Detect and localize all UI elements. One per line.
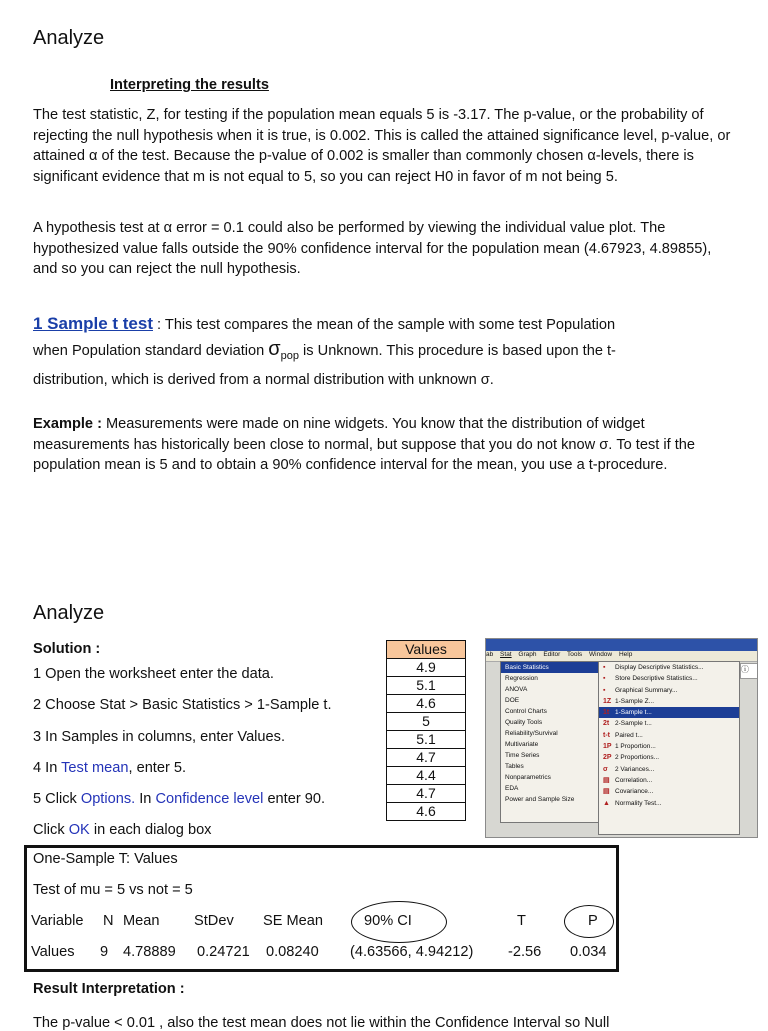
submenu-label: Store Descriptive Statistics...	[615, 675, 698, 683]
minitab-menu-screenshot	[485, 638, 758, 838]
value-cell: 5.1	[387, 677, 466, 695]
ttest-text-b2: is Unknown. This procedure is based upon the t-	[299, 343, 616, 359]
menu-item[interactable]: Help	[618, 651, 633, 658]
stat-item[interactable]: Time Series	[505, 752, 540, 759]
header-mean: Mean	[123, 913, 160, 929]
cell-variable: Values	[31, 944, 75, 960]
submenu-item-1-sample-t[interactable]	[599, 707, 739, 718]
step-6-text: Click	[33, 822, 69, 838]
stat-item[interactable]: Power and Sample Size	[505, 796, 575, 803]
display-stats-icon: ▪	[603, 664, 606, 671]
value-cell: 4.7	[387, 785, 466, 803]
step-6-text-end: in each dialog box	[89, 822, 212, 838]
menu-item[interactable]: ab	[486, 651, 494, 658]
basic-statistics-submenu	[598, 661, 740, 835]
step-6	[33, 822, 211, 838]
cell-se-mean: 0.08240	[266, 944, 319, 960]
sigma-symbol: σ	[268, 338, 281, 360]
value-cell: 5.1	[387, 731, 466, 749]
ci-highlight-ellipse	[351, 901, 447, 943]
title-bar	[486, 639, 757, 651]
result-label: Result Interpretation :	[33, 981, 185, 997]
info-icon: ⓘ	[740, 663, 758, 679]
value-cell: 4.4	[387, 767, 466, 785]
subheading: Interpreting the results	[110, 77, 269, 93]
header-p: P	[588, 913, 598, 929]
submenu-item[interactable]	[599, 786, 739, 797]
step-3: 3 In Samples in columns, enter Values.	[33, 729, 286, 745]
submenu-label: 1-Sample t...	[615, 709, 652, 717]
menu-item[interactable]: Editor	[543, 651, 561, 658]
step-5-text-mid: In	[135, 791, 156, 807]
stat-item-basic-statistics[interactable]: Basic Statistics	[501, 662, 607, 673]
header-se-mean: SE Mean	[263, 913, 324, 929]
two-sample-t-icon: 2t	[603, 720, 610, 728]
cell-t: -2.56	[508, 944, 542, 960]
one-proportion-icon: 1P	[603, 743, 612, 751]
value-cell: 5	[387, 713, 466, 731]
cell-ci: (4.63566, 4.94212)	[350, 944, 474, 960]
paired-t-icon: t-t	[603, 731, 610, 739]
value-cell: 4.7	[387, 749, 466, 767]
cell-n: 9	[100, 944, 109, 960]
stat-item[interactable]: Control Charts	[505, 708, 547, 715]
solution-label: Solution :	[33, 641, 101, 657]
step-2: 2 Choose Stat > Basic Statistics > 1-Sample t.	[33, 697, 332, 713]
step-4-text-end: , enter 5.	[128, 760, 187, 776]
step-4	[33, 760, 186, 776]
step-1: 1 Open the worksheet enter the data.	[33, 666, 274, 682]
values-table	[386, 640, 466, 821]
submenu-label: Correlation...	[615, 776, 653, 784]
submenu-item[interactable]	[599, 718, 739, 729]
header-variable: Variable	[31, 913, 84, 929]
sigma-subscript: pop	[280, 349, 299, 362]
stat-item[interactable]: Nonparametrics	[505, 774, 551, 781]
submenu-item[interactable]	[599, 775, 739, 786]
output-title: One-Sample T: Values	[33, 851, 178, 867]
submenu-item[interactable]	[599, 696, 739, 707]
stat-dropdown	[500, 661, 608, 823]
step-5	[33, 791, 325, 807]
store-stats-icon: ▪	[603, 675, 606, 683]
options-label: Options.	[80, 791, 136, 807]
submenu-item[interactable]	[599, 798, 739, 809]
header-t: T	[517, 913, 526, 929]
example-label: Example :	[33, 416, 102, 432]
covariance-icon: ▤	[603, 788, 610, 796]
normality-test-icon: ▲	[603, 799, 610, 807]
output-test-line: Test of mu = 5 vs not = 5	[33, 882, 193, 898]
output-box	[24, 845, 619, 972]
header-n: N	[103, 913, 114, 929]
step-5-text-end: enter 90.	[263, 791, 326, 807]
stat-item[interactable]: Quality Tools	[505, 719, 543, 726]
one-sample-z-icon: 1Z	[603, 697, 612, 705]
graphical-summary-icon: ▪	[603, 686, 606, 694]
ttest-text-a: : This test compares the mean of the sample with some test Population	[153, 317, 616, 333]
submenu-label: Normality Test...	[615, 799, 662, 807]
confidence-level-label: Confidence level	[155, 791, 264, 807]
example-paragraph	[33, 414, 738, 476]
interpretation-paragraph: The test statistic, Z, for testing if the population mean equals 5 is -3.17. The p-value, or the probability of rejecting the null hypothesis when it is true, is 0.002. This is called the attained significance level, p-value, or attained α of the test. Because the p-value of 0.002 is smaller than commonly chosen α-levels, there is significant evidence that m is not equal to 5, so you can reject H0 in favor of m not being 5.	[33, 107, 731, 185]
two-proportions-icon: 2P	[603, 754, 612, 762]
stat-item[interactable]: Tables	[505, 763, 524, 770]
submenu-label: Graphical Summary...	[615, 686, 678, 694]
variances-icon: σ	[603, 765, 608, 773]
ttest-text-b1: when Population standard deviation	[33, 343, 269, 359]
menu-item[interactable]: Window	[589, 651, 613, 658]
value-cell: 4.6	[387, 803, 466, 821]
example-text: Measurements were made on nine widgets. You know that the distribution of widget measurements has historically been close to normal, but suppose that you do not know σ. To test if the population mean is 5 and to obtain a 90% confidence interval for the mean, you use a t-procedure.	[33, 416, 696, 474]
submenu-label: 1 Proportion...	[615, 743, 656, 751]
ttest-description	[33, 312, 738, 392]
stat-item[interactable]: Regression	[505, 675, 538, 682]
submenu-item[interactable]	[599, 685, 739, 696]
step-5-text: 5 Click	[33, 791, 81, 807]
menu-item[interactable]: Tools	[567, 651, 583, 658]
p-highlight-ellipse	[564, 905, 614, 938]
menu-item[interactable]: Graph	[518, 651, 537, 658]
submenu-label: Covariance...	[615, 788, 654, 796]
stat-item[interactable]: ANOVA	[505, 686, 528, 693]
submenu-label: 2 Variances...	[615, 765, 655, 773]
submenu-label: Paired t...	[615, 731, 643, 739]
step-4-text: 4 In	[33, 760, 62, 776]
submenu-item[interactable]	[599, 662, 739, 673]
header-stdev: StDev	[194, 913, 234, 929]
submenu-item[interactable]	[599, 673, 739, 684]
submenu-item[interactable]	[599, 730, 739, 741]
ttest-link[interactable]: 1 Sample t test	[33, 314, 153, 333]
cell-p: 0.034	[570, 944, 607, 960]
section-title: Analyze	[33, 27, 105, 49]
one-sample-t-icon: 1t	[603, 709, 610, 717]
submenu-item[interactable]	[599, 752, 739, 763]
hypothesis-paragraph: A hypothesis test at α error = 0.1 could also be performed by viewing the individual value plot. The hypothesized value falls outside the 90% confidence interval for the population mean (4.67923, 4.89855), and so you can reject the null hypothesis.	[33, 220, 712, 278]
correlation-icon: ▤	[603, 776, 610, 784]
header-ci: 90% CI	[364, 913, 412, 929]
submenu-label: 2-Sample t...	[615, 720, 652, 728]
submenu-label: 2 Proportions...	[615, 754, 660, 762]
section-title-2: Analyze	[33, 602, 105, 624]
ok-label: OK	[68, 822, 90, 838]
stat-item[interactable]: Multivariate	[505, 741, 539, 748]
menu-item-stat[interactable]: Stat	[500, 651, 512, 658]
stat-item[interactable]: DOE	[505, 697, 520, 704]
submenu-item[interactable]	[599, 764, 739, 775]
cell-mean: 4.78889	[123, 944, 176, 960]
stat-item[interactable]: Reliability/Survival	[505, 730, 558, 737]
value-cell: 4.9	[387, 659, 466, 677]
test-mean-label: Test mean	[61, 760, 129, 776]
values-header: Values	[387, 641, 466, 659]
submenu-label: Display Descriptive Statistics...	[615, 664, 704, 671]
value-cell: 4.6	[387, 695, 466, 713]
stat-item[interactable]: EDA	[505, 785, 519, 792]
cell-stdev: 0.24721	[197, 944, 250, 960]
ttest-text-c: distribution, which is derived from a normal distribution with unknown σ.	[33, 371, 494, 388]
submenu-item[interactable]	[599, 741, 739, 752]
result-text: The p-value < 0.01 , also the test mean does not lie within the Confidence Interval so Null	[33, 1015, 610, 1031]
submenu-label: 1-Sample Z...	[615, 697, 655, 705]
